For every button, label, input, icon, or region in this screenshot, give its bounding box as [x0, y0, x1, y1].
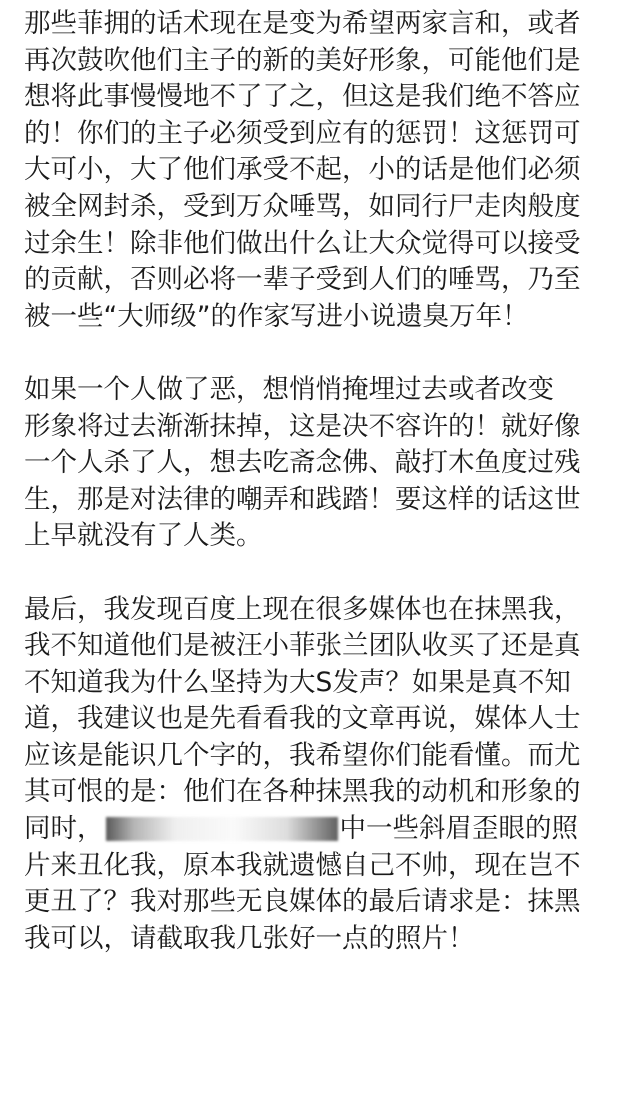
text-line: 形象将过去渐渐抹掉，这是决不容许的！就好像	[24, 410, 581, 442]
paragraph-2	[24, 372, 624, 555]
text-line: 其可恨的是：他们在各种抹黑我的动机和形象的	[24, 776, 581, 808]
text-line: 被全网封杀，受到万众唾骂，如同行尸走肉般度	[24, 190, 581, 222]
text-line: 的贡献，否则必将一辈子受到人们的唾骂，乃至	[24, 264, 581, 296]
text-line: 被一些“大师级”的作家写进小说遗臭万年！	[24, 300, 529, 332]
redaction-blur	[106, 817, 338, 841]
paragraph-1	[24, 6, 624, 335]
text-line: 如果一个人做了恶，想悄悄掩埋过去或者改变	[24, 373, 554, 405]
paragraph-gap	[24, 555, 624, 592]
text-line: 更丑了？我对那些无良媒体的最后请求是：抹黑	[24, 886, 581, 918]
text-line: 那些菲拥的话术现在是变为希望两家言和，或者	[24, 8, 581, 39]
text-line: 我可以，请截取我几张好一点的照片！	[24, 922, 475, 954]
text-line: 再次鼓吹他们主子的新的美好形象，可能他们是	[24, 44, 581, 76]
text-line: 大可小，大了他们承受不起，小的话是他们必须	[24, 154, 581, 186]
text-line: 过余生！除非他们做出什么让大众觉得可以接受	[24, 227, 581, 259]
text-line: 应该是能识几个字的，我希望你们能看懂。而尤	[24, 739, 581, 771]
redacted-line-after: 中一些斜眉歪眼的照	[339, 813, 578, 845]
text-line: 我不知道他们是被汪小菲张兰团队收买了还是真	[24, 630, 581, 662]
paragraph-3	[24, 592, 624, 958]
text-line: 上早就没有了人类。	[24, 520, 263, 552]
text-line: 的！你们的主子必须受到应有的惩罚！这惩罚可	[24, 117, 581, 149]
text-line: 片来丑化我，原本我就遗憾自己不帅，现在岂不	[24, 849, 581, 881]
text-line: 想将此事慢慢地不了了之，但这是我们绝不答应	[24, 81, 581, 113]
redacted-line-before: 同时，	[24, 813, 104, 845]
text-line: 一个人杀了人，想去吃斋念佛、敲打木鱼度过残	[24, 447, 581, 479]
text-line-redacted	[24, 811, 624, 848]
text-line: 生，那是对法律的嘲弄和践踏！要这样的话这世	[24, 483, 581, 515]
text-line: 道，我建议也是先看看我的文章再说，媒体人士	[24, 703, 581, 735]
text-line: 不知道我为什么坚持为大S发声？如果是真不知	[24, 666, 571, 698]
article-body	[24, 6, 624, 957]
paragraph-gap	[24, 335, 624, 372]
text-line: 最后，我发现百度上现在很多媒体也在抹黑我，	[24, 593, 581, 625]
